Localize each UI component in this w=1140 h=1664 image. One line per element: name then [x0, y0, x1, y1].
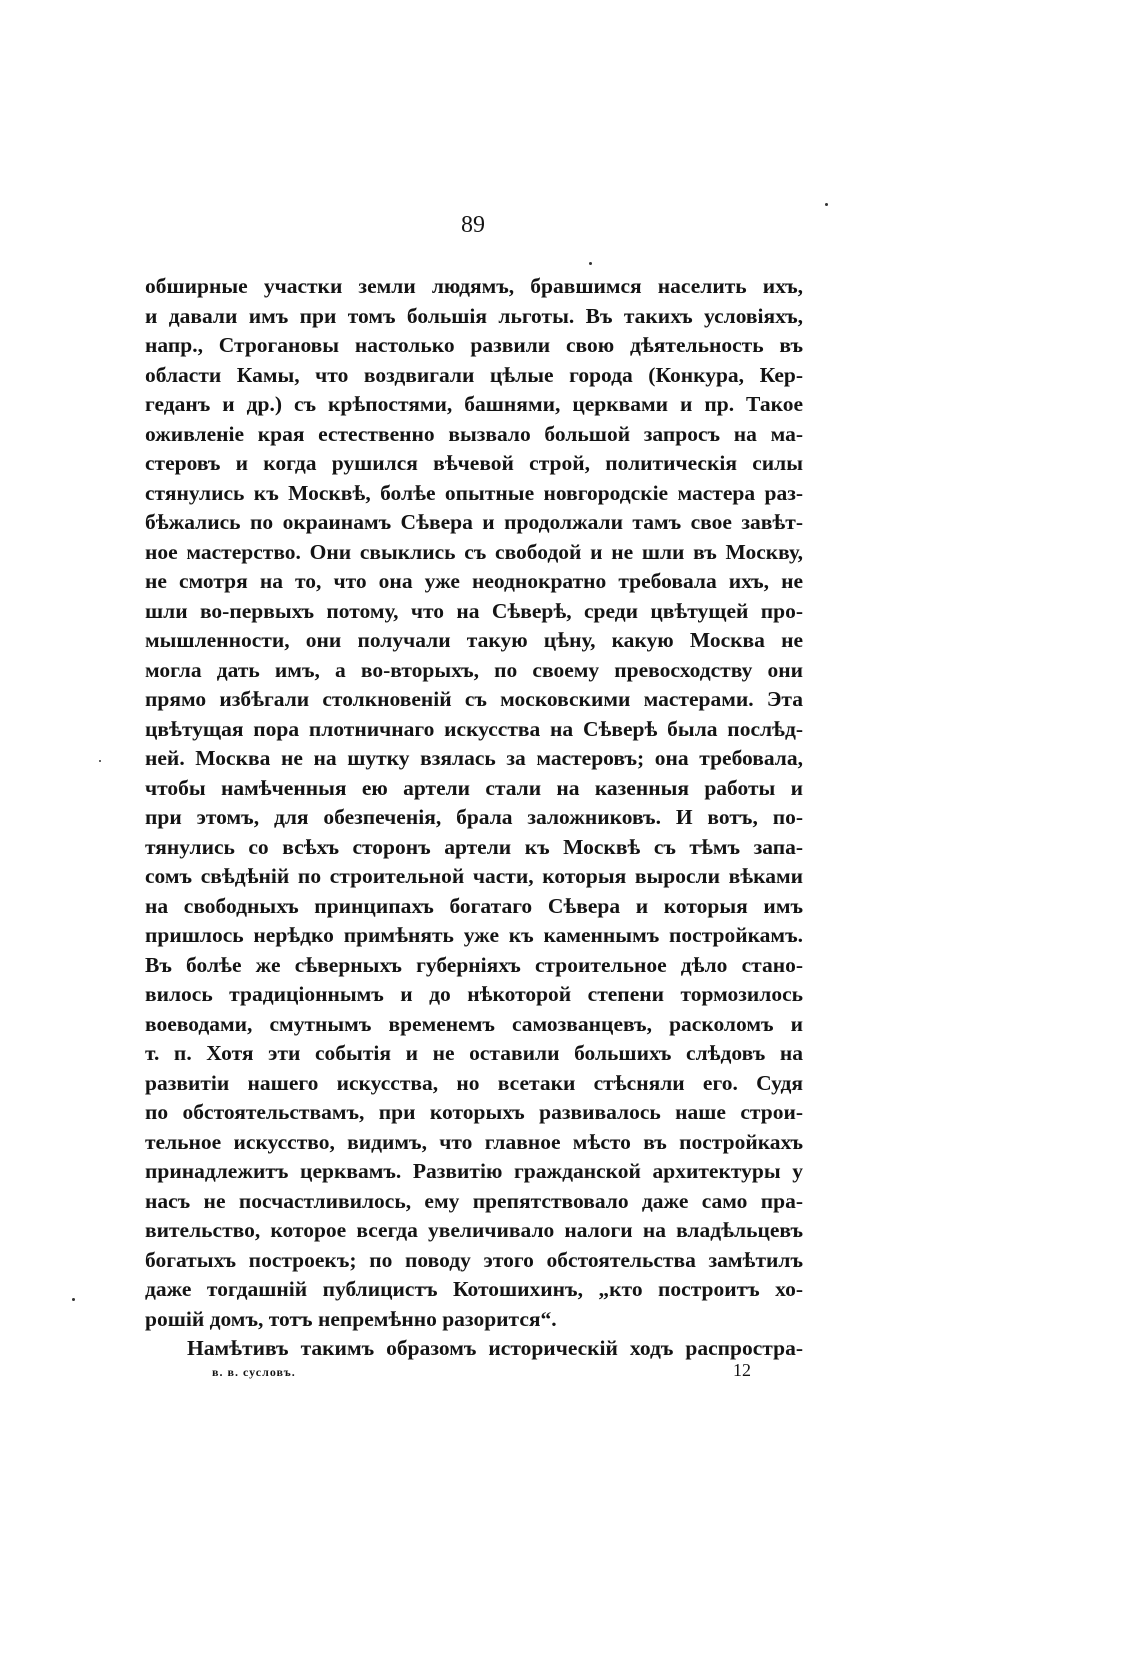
- footer-signature: в. в. сусловъ.: [212, 1365, 296, 1379]
- text-line: чтобы намѣченныя ею артели стали на казенныя работы и: [145, 775, 803, 800]
- text-line: бѣжались по окраинамъ Сѣвера и продолжали тамъ свое завѣт-: [145, 510, 803, 534]
- text-line: области Камы, что воздвигали цѣлые города (Конкура, Кер-: [145, 362, 803, 387]
- text-line: пришлось нерѣдко примѣнять уже къ каменнымъ постройкамъ.: [145, 923, 803, 947]
- text-line: т. п. Хотя эти событiя и не оставили большихъ слѣдовъ на: [145, 1041, 803, 1065]
- page-number: 89: [461, 212, 485, 238]
- text-line: ное мастерство. Они свыклись съ свободой и не шли въ Москву,: [145, 539, 803, 564]
- scan-speck: [825, 203, 828, 206]
- text-line: вилось традицiоннымъ и до нѣкоторой степени тормозилось: [145, 982, 803, 1006]
- text-line: цвѣтущая пора плотничнаго искусства на Сѣверѣ была послѣд-: [145, 716, 803, 741]
- text-line: не смотря на то, что она уже неоднократно требовала ихъ, не: [145, 569, 803, 593]
- text-line: даже тогдашнiй публицистъ Котошихинъ, „кто построитъ хо-: [145, 1277, 803, 1301]
- text-line: могла дать имъ, а во-вторыхъ, по своему превосходству они: [145, 657, 803, 682]
- text-line: развитiи нашего искусства, но всетаки стѣсняли его. Судя: [145, 1070, 803, 1095]
- text-line: Въ болѣе же сѣверныхъ губернiяхъ строительное дѣло стано-: [145, 952, 803, 977]
- text-line: сомъ свѣдѣнiй по строительной части, которыя выросли вѣками: [145, 864, 803, 888]
- text-line: напр., Строгановы настолько развили свою дѣятельность въ: [145, 333, 803, 357]
- text-line: насъ не посчастливилось, ему препятствовало даже само пра-: [145, 1188, 803, 1213]
- scan-speck: [72, 1298, 75, 1301]
- text-line: воеводами, смутнымъ временемъ самозванцевъ, расколомъ и: [145, 1011, 803, 1036]
- paragraph-end-line: рошiй домъ, тотъ непремѣнно разорится“.: [145, 1306, 557, 1331]
- body-text: [145, 272, 803, 1364]
- text-line: обширные участки земли людямъ, бравшимся населить ихъ,: [145, 274, 803, 298]
- text-line: шли во-первыхъ потому, что на Сѣверѣ, среди цвѣтущей про-: [145, 598, 803, 623]
- paragraph-start-line: Намѣтивъ такимъ образомъ историческiй ходъ распростра-: [187, 1336, 803, 1360]
- text-line: прямо избѣгали столкновенiй съ московскими мастерами. Эта: [145, 687, 803, 711]
- text-line: стеровъ и когда рушился вѣчевой строй, политическiя силы: [145, 451, 803, 475]
- text-line: геданъ и др.) съ крѣпостями, башнями, церквами и пр. Такое: [145, 392, 803, 416]
- text-line: по обстоятельствамъ, при которыхъ развивалось наше строи-: [145, 1100, 803, 1124]
- text-line: тельное искусство, видимъ, что главное мѣсто въ постройкахъ: [145, 1129, 803, 1154]
- text-line: ней. Москва не на шутку взялась за мастеровъ; она требовала,: [145, 746, 803, 770]
- text-line: мышленности, они получали такую цѣну, какую Москва не: [145, 628, 803, 652]
- text-line: принадлежитъ церквамъ. Развитiю гражданской архитектуры у: [145, 1159, 803, 1183]
- text-line: оживленiе края естественно вызвало большой запросъ на ма-: [145, 421, 803, 446]
- text-line: и давали имъ при томъ большiя льготы. Въ такихъ условiяхъ,: [145, 303, 803, 328]
- footer-sheet-number: 12: [733, 1360, 751, 1380]
- text-line: стянулись къ Москвѣ, болѣе опытные новгородскiе мастера раз-: [145, 480, 803, 505]
- text-line: тянулись со всѣхъ сторонъ артели къ Москвѣ съ тѣмъ запа-: [145, 834, 803, 859]
- scan-speck: [589, 262, 592, 265]
- text-line: богатыхъ построекъ; по поводу этого обстоятельства замѣтилъ: [145, 1247, 803, 1272]
- text-line: вительство, которое всегда увеличивало налоги на владѣльцевъ: [145, 1218, 803, 1242]
- text-line: при этомъ, для обезпеченiя, брала заложниковъ. И вотъ, по-: [145, 805, 803, 829]
- scan-speck: [99, 760, 101, 762]
- text-line: на свободныхъ принципахъ богатаго Сѣвера и которыя имъ: [145, 893, 803, 918]
